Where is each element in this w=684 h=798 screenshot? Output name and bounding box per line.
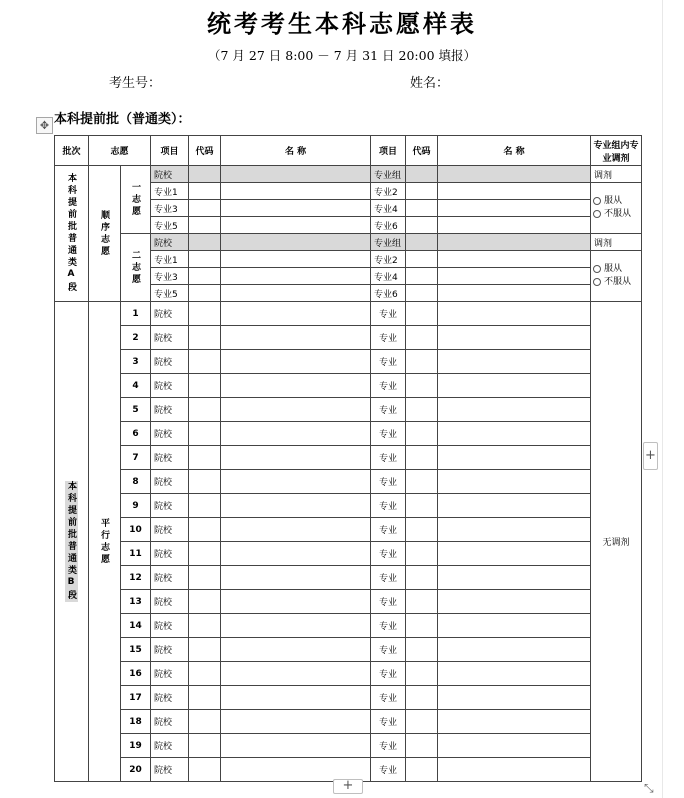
a1-major3-name[interactable]	[221, 200, 371, 217]
parallel-school-name[interactable]	[221, 566, 371, 590]
parallel-row-number: 9	[121, 494, 151, 518]
a2-major2-name[interactable]	[438, 251, 591, 268]
parallel-major-code[interactable]	[406, 446, 438, 470]
parallel-school-label: 院校	[151, 542, 189, 566]
batch-b-cell	[55, 302, 89, 782]
a1-school-row	[55, 166, 642, 183]
parallel-school-code[interactable]	[189, 734, 221, 758]
parallel-row-number: 19	[121, 734, 151, 758]
parallel-school-code[interactable]	[189, 662, 221, 686]
a2-major6-name[interactable]	[438, 285, 591, 302]
parallel-major-name[interactable]	[438, 446, 591, 470]
parallel-school-label: 院校	[151, 326, 189, 350]
parallel-school-label: 院校	[151, 566, 189, 590]
parallel-major-name[interactable]	[438, 638, 591, 662]
a2-major5-code[interactable]	[189, 285, 221, 302]
a1-major5-label: 专业5	[151, 217, 189, 234]
parallel-school-code[interactable]	[189, 302, 221, 326]
parallel-major-label: 专业	[371, 542, 406, 566]
parallel-school-name[interactable]	[221, 662, 371, 686]
parallel-school-label: 院校	[151, 590, 189, 614]
a2-school-name[interactable]	[221, 234, 371, 251]
parallel-major-name[interactable]	[438, 734, 591, 758]
parallel-major-name[interactable]	[438, 590, 591, 614]
parallel-row	[55, 710, 642, 734]
parallel-major-code[interactable]	[406, 710, 438, 734]
a1-major6-label: 专业6	[371, 217, 406, 234]
parallel-major-label: 专业	[371, 422, 406, 446]
parallel-school-code[interactable]	[189, 518, 221, 542]
parallel-major-code[interactable]	[406, 374, 438, 398]
parallel-major-code[interactable]	[406, 662, 438, 686]
a2-obey-option[interactable]	[591, 263, 641, 276]
a1-school-label: 院校	[151, 166, 189, 183]
parallel-school-name[interactable]	[221, 494, 371, 518]
parallel-major-code[interactable]	[406, 518, 438, 542]
parallel-school-label: 院校	[151, 350, 189, 374]
header-code-2: 代码	[406, 136, 438, 166]
a2-group-label: 专业组	[371, 234, 406, 251]
radio-circle-icon[interactable]	[593, 278, 601, 286]
a2-not-obey-option[interactable]	[591, 276, 641, 289]
parallel-row-number: 2	[121, 326, 151, 350]
parallel-row	[55, 518, 642, 542]
a1-group-name[interactable]	[438, 166, 591, 183]
parallel-choice-cell	[89, 302, 121, 782]
parallel-major-name[interactable]	[438, 398, 591, 422]
header-row	[55, 136, 642, 166]
a1-not-obey-label: 不服从	[604, 209, 632, 219]
parallel-major-name[interactable]	[438, 758, 591, 782]
parallel-major-name[interactable]	[438, 350, 591, 374]
parallel-school-code[interactable]	[189, 590, 221, 614]
resize-handle-icon[interactable]: ⤡	[644, 781, 654, 795]
parallel-school-label: 院校	[151, 302, 189, 326]
parallel-school-label: 院校	[151, 758, 189, 782]
a1-major4-label: 专业4	[371, 200, 406, 217]
order-choice-cell	[89, 166, 121, 302]
parallel-row	[55, 542, 642, 566]
parallel-major-label: 专业	[371, 494, 406, 518]
parallel-major-code[interactable]	[406, 590, 438, 614]
parallel-major-label: 专业	[371, 518, 406, 542]
parallel-row-number: 5	[121, 398, 151, 422]
parallel-major-label: 专业	[371, 374, 406, 398]
a1-group-code[interactable]	[406, 166, 438, 183]
parallel-major-name[interactable]	[438, 566, 591, 590]
a1-major6-code[interactable]	[406, 217, 438, 234]
parallel-school-label: 院校	[151, 686, 189, 710]
parallel-school-name[interactable]	[221, 470, 371, 494]
a2-major3-name[interactable]	[221, 268, 371, 285]
parallel-school-label: 院校	[151, 398, 189, 422]
parallel-major-name[interactable]	[438, 614, 591, 638]
a2-major1-name[interactable]	[221, 251, 371, 268]
a1-major6-name[interactable]	[438, 217, 591, 234]
a1-major5-code[interactable]	[189, 217, 221, 234]
parallel-row-number: 6	[121, 422, 151, 446]
parallel-school-name[interactable]	[221, 326, 371, 350]
a2-adjust-title: 调剂	[591, 234, 642, 251]
parallel-school-label: 院校	[151, 422, 189, 446]
section-title: 本科提前批（普通类）：	[54, 112, 191, 127]
a2-major1-code[interactable]	[189, 251, 221, 268]
parallel-row	[55, 398, 642, 422]
name-label: 姓名：	[410, 76, 450, 91]
parallel-row-number: 18	[121, 710, 151, 734]
a1-major4-code[interactable]	[406, 200, 438, 217]
a2-group-name[interactable]	[438, 234, 591, 251]
parallel-row	[55, 662, 642, 686]
a2-major6-label: 专业6	[371, 285, 406, 302]
a2-major5-name[interactable]	[221, 285, 371, 302]
parallel-major-code[interactable]	[406, 638, 438, 662]
a1-school-name[interactable]	[221, 166, 371, 183]
parallel-school-code[interactable]	[189, 446, 221, 470]
parallel-school-code[interactable]	[189, 686, 221, 710]
parallel-school-code[interactable]	[189, 326, 221, 350]
parallel-choice-label: 平行志愿	[99, 517, 109, 566]
a1-group-label: 专业组	[371, 166, 406, 183]
a2-major6-code[interactable]	[406, 285, 438, 302]
parallel-major-code[interactable]	[406, 686, 438, 710]
parallel-school-name[interactable]	[221, 734, 371, 758]
header-name-2: 名 称	[438, 136, 591, 166]
parallel-major-label: 专业	[371, 566, 406, 590]
parallel-major-name[interactable]	[438, 494, 591, 518]
parallel-row	[55, 326, 642, 350]
parallel-major-code[interactable]	[406, 734, 438, 758]
parallel-school-label: 院校	[151, 518, 189, 542]
parallel-row-number: 1	[121, 302, 151, 326]
parallel-school-name[interactable]	[221, 638, 371, 662]
parallel-school-label: 院校	[151, 470, 189, 494]
parallel-school-name[interactable]	[221, 446, 371, 470]
parallel-major-code[interactable]	[406, 302, 438, 326]
radio-circle-icon[interactable]	[593, 210, 601, 218]
header-item-2: 项目	[371, 136, 406, 166]
first-choice-cell	[121, 166, 151, 234]
no-adjust-label: 无调剂	[602, 538, 630, 548]
radio-circle-icon[interactable]	[593, 197, 601, 205]
header-code: 代码	[189, 136, 221, 166]
a1-major4-name[interactable]	[438, 200, 591, 217]
a2-major5-label: 专业5	[151, 285, 189, 302]
parallel-row-number: 16	[121, 662, 151, 686]
parallel-school-code[interactable]	[189, 470, 221, 494]
parallel-school-code[interactable]	[189, 542, 221, 566]
parallel-row-number: 14	[121, 614, 151, 638]
first-choice-label: 一志愿	[130, 181, 140, 218]
parallel-row	[55, 686, 642, 710]
add-row-button[interactable]: +	[333, 779, 363, 794]
a2-group-code[interactable]	[406, 234, 438, 251]
header-batch: 批次	[55, 136, 89, 166]
parallel-row	[55, 734, 642, 758]
a2-obey-label: 服从	[604, 264, 623, 274]
parallel-major-name[interactable]	[438, 326, 591, 350]
parallel-school-name[interactable]	[221, 374, 371, 398]
parallel-row	[55, 614, 642, 638]
a1-adjust-options	[591, 183, 642, 234]
parallel-major-label: 专业	[371, 638, 406, 662]
parallel-school-label: 院校	[151, 494, 189, 518]
parallel-major-label: 专业	[371, 326, 406, 350]
a1-major2-code[interactable]	[406, 183, 438, 200]
parallel-school-name[interactable]	[221, 542, 371, 566]
parallel-school-name[interactable]	[221, 590, 371, 614]
parallel-major-name[interactable]	[438, 422, 591, 446]
order-choice-label: 顺序志愿	[99, 209, 109, 258]
second-choice-cell	[121, 234, 151, 302]
parallel-school-label: 院校	[151, 662, 189, 686]
parallel-major-name[interactable]	[438, 686, 591, 710]
parallel-school-label: 院校	[151, 446, 189, 470]
parallel-major-label: 专业	[371, 302, 406, 326]
parallel-major-label: 专业	[371, 470, 406, 494]
parallel-row-number: 12	[121, 566, 151, 590]
parallel-row-number: 11	[121, 542, 151, 566]
parallel-major-label: 专业	[371, 590, 406, 614]
parallel-school-name[interactable]	[221, 710, 371, 734]
header-item: 项目	[151, 136, 189, 166]
parallel-row	[55, 566, 642, 590]
a2-major3-label: 专业3	[151, 268, 189, 285]
parallel-row-number: 4	[121, 374, 151, 398]
parallel-school-code[interactable]	[189, 638, 221, 662]
a1-major5-name[interactable]	[221, 217, 371, 234]
a1-school-code[interactable]	[189, 166, 221, 183]
parallel-row	[55, 470, 642, 494]
parallel-school-label: 院校	[151, 638, 189, 662]
parallel-school-code[interactable]	[189, 758, 221, 782]
parallel-school-code[interactable]	[189, 374, 221, 398]
a2-not-obey-label: 不服从	[604, 277, 632, 287]
header-choice: 志愿	[89, 136, 151, 166]
a2-major1-label: 专业1	[151, 251, 189, 268]
parallel-row-number: 13	[121, 590, 151, 614]
parallel-school-code[interactable]	[189, 422, 221, 446]
parallel-school-name[interactable]	[221, 422, 371, 446]
parallel-school-code[interactable]	[189, 710, 221, 734]
add-column-button[interactable]: +	[643, 442, 658, 470]
parallel-major-label: 专业	[371, 446, 406, 470]
parallel-major-code[interactable]	[406, 326, 438, 350]
parallel-major-code[interactable]	[406, 758, 438, 782]
parallel-row-number: 8	[121, 470, 151, 494]
parallel-major-code[interactable]	[406, 422, 438, 446]
a2-major4-label: 专业4	[371, 268, 406, 285]
batch-a-cell	[55, 166, 89, 302]
batch-b-label: 本科提前批普通类B段	[66, 481, 76, 602]
parallel-row-number: 3	[121, 350, 151, 374]
parallel-row	[55, 494, 642, 518]
document-subtitle: （7 月 27 日 8:00 － 7 月 31 日 20:00 填报）	[207, 48, 477, 63]
a1-major1-label: 专业1	[151, 183, 189, 200]
header-adjust: 专业组内专业调剂	[591, 136, 642, 166]
table-move-handle-icon[interactable]: ✥	[36, 117, 53, 134]
parallel-school-name[interactable]	[221, 614, 371, 638]
parallel-row	[55, 350, 642, 374]
parallel-major-label: 专业	[371, 758, 406, 782]
a1-not-obey-option[interactable]	[591, 208, 641, 221]
application-table	[54, 135, 642, 782]
parallel-row-number: 15	[121, 638, 151, 662]
parallel-major-code[interactable]	[406, 614, 438, 638]
parallel-major-label: 专业	[371, 710, 406, 734]
parallel-major-name[interactable]	[438, 470, 591, 494]
parallel-row	[55, 638, 642, 662]
a1-major3-code[interactable]	[189, 200, 221, 217]
parallel-row	[55, 422, 642, 446]
a2-school-label: 院校	[151, 234, 189, 251]
parallel-school-label: 院校	[151, 374, 189, 398]
a1-obey-option[interactable]	[591, 195, 641, 208]
parallel-major-name[interactable]	[438, 374, 591, 398]
parallel-row-number: 20	[121, 758, 151, 782]
a2-major4-name[interactable]	[438, 268, 591, 285]
parallel-major-name[interactable]	[438, 302, 591, 326]
document-title: 统考考生本科志愿样表	[207, 10, 477, 38]
a2-major2-label: 专业2	[371, 251, 406, 268]
a1-obey-label: 服从	[604, 196, 623, 206]
parallel-school-code[interactable]	[189, 494, 221, 518]
a2-adjust-options	[591, 251, 642, 302]
parallel-major-label: 专业	[371, 614, 406, 638]
a1-major2-label: 专业2	[371, 183, 406, 200]
parallel-major-code[interactable]	[406, 494, 438, 518]
a1-major3-label: 专业3	[151, 200, 189, 217]
radio-circle-icon[interactable]	[593, 265, 601, 273]
parallel-school-code[interactable]	[189, 398, 221, 422]
parallel-major-label: 专业	[371, 662, 406, 686]
parallel-major-label: 专业	[371, 398, 406, 422]
parallel-major-code[interactable]	[406, 350, 438, 374]
parallel-row-number: 7	[121, 446, 151, 470]
parallel-school-name[interactable]	[221, 350, 371, 374]
a2-school-code[interactable]	[189, 234, 221, 251]
parallel-school-code[interactable]	[189, 614, 221, 638]
parallel-school-name[interactable]	[221, 302, 371, 326]
a1-major1-code[interactable]	[189, 183, 221, 200]
parallel-school-code[interactable]	[189, 566, 221, 590]
parallel-school-code[interactable]	[189, 350, 221, 374]
no-adjust-cell	[591, 302, 642, 782]
exam-no-label: 考生号：	[109, 76, 162, 91]
parallel-major-code[interactable]	[406, 470, 438, 494]
a1-adjust-title: 调剂	[591, 166, 642, 183]
parallel-row	[55, 446, 642, 470]
parallel-major-name[interactable]	[438, 542, 591, 566]
a2-major4-code[interactable]	[406, 268, 438, 285]
a1-major1-name[interactable]	[221, 183, 371, 200]
parallel-major-code[interactable]	[406, 566, 438, 590]
parallel-row-number: 10	[121, 518, 151, 542]
a2-major3-code[interactable]	[189, 268, 221, 285]
parallel-row	[55, 302, 642, 326]
parallel-row-number: 17	[121, 686, 151, 710]
parallel-major-name[interactable]	[438, 662, 591, 686]
parallel-school-label: 院校	[151, 710, 189, 734]
parallel-school-name[interactable]	[221, 686, 371, 710]
parallel-school-label: 院校	[151, 734, 189, 758]
parallel-school-label: 院校	[151, 614, 189, 638]
parallel-major-code[interactable]	[406, 398, 438, 422]
parallel-major-name[interactable]	[438, 710, 591, 734]
parallel-row	[55, 590, 642, 614]
parallel-major-label: 专业	[371, 686, 406, 710]
second-choice-label: 二志愿	[130, 249, 140, 286]
parallel-school-name[interactable]	[221, 398, 371, 422]
parallel-school-name[interactable]	[221, 518, 371, 542]
page-right-edge	[662, 0, 663, 798]
a2-school-row	[55, 234, 642, 251]
a1-major2-name[interactable]	[438, 183, 591, 200]
parallel-major-label: 专业	[371, 734, 406, 758]
a2-major2-code[interactable]	[406, 251, 438, 268]
parallel-major-code[interactable]	[406, 542, 438, 566]
parallel-major-name[interactable]	[438, 518, 591, 542]
parallel-major-label: 专业	[371, 350, 406, 374]
batch-a-label: 本科提前批普通类A段	[66, 173, 76, 294]
header-name: 名 称	[221, 136, 371, 166]
parallel-row	[55, 374, 642, 398]
